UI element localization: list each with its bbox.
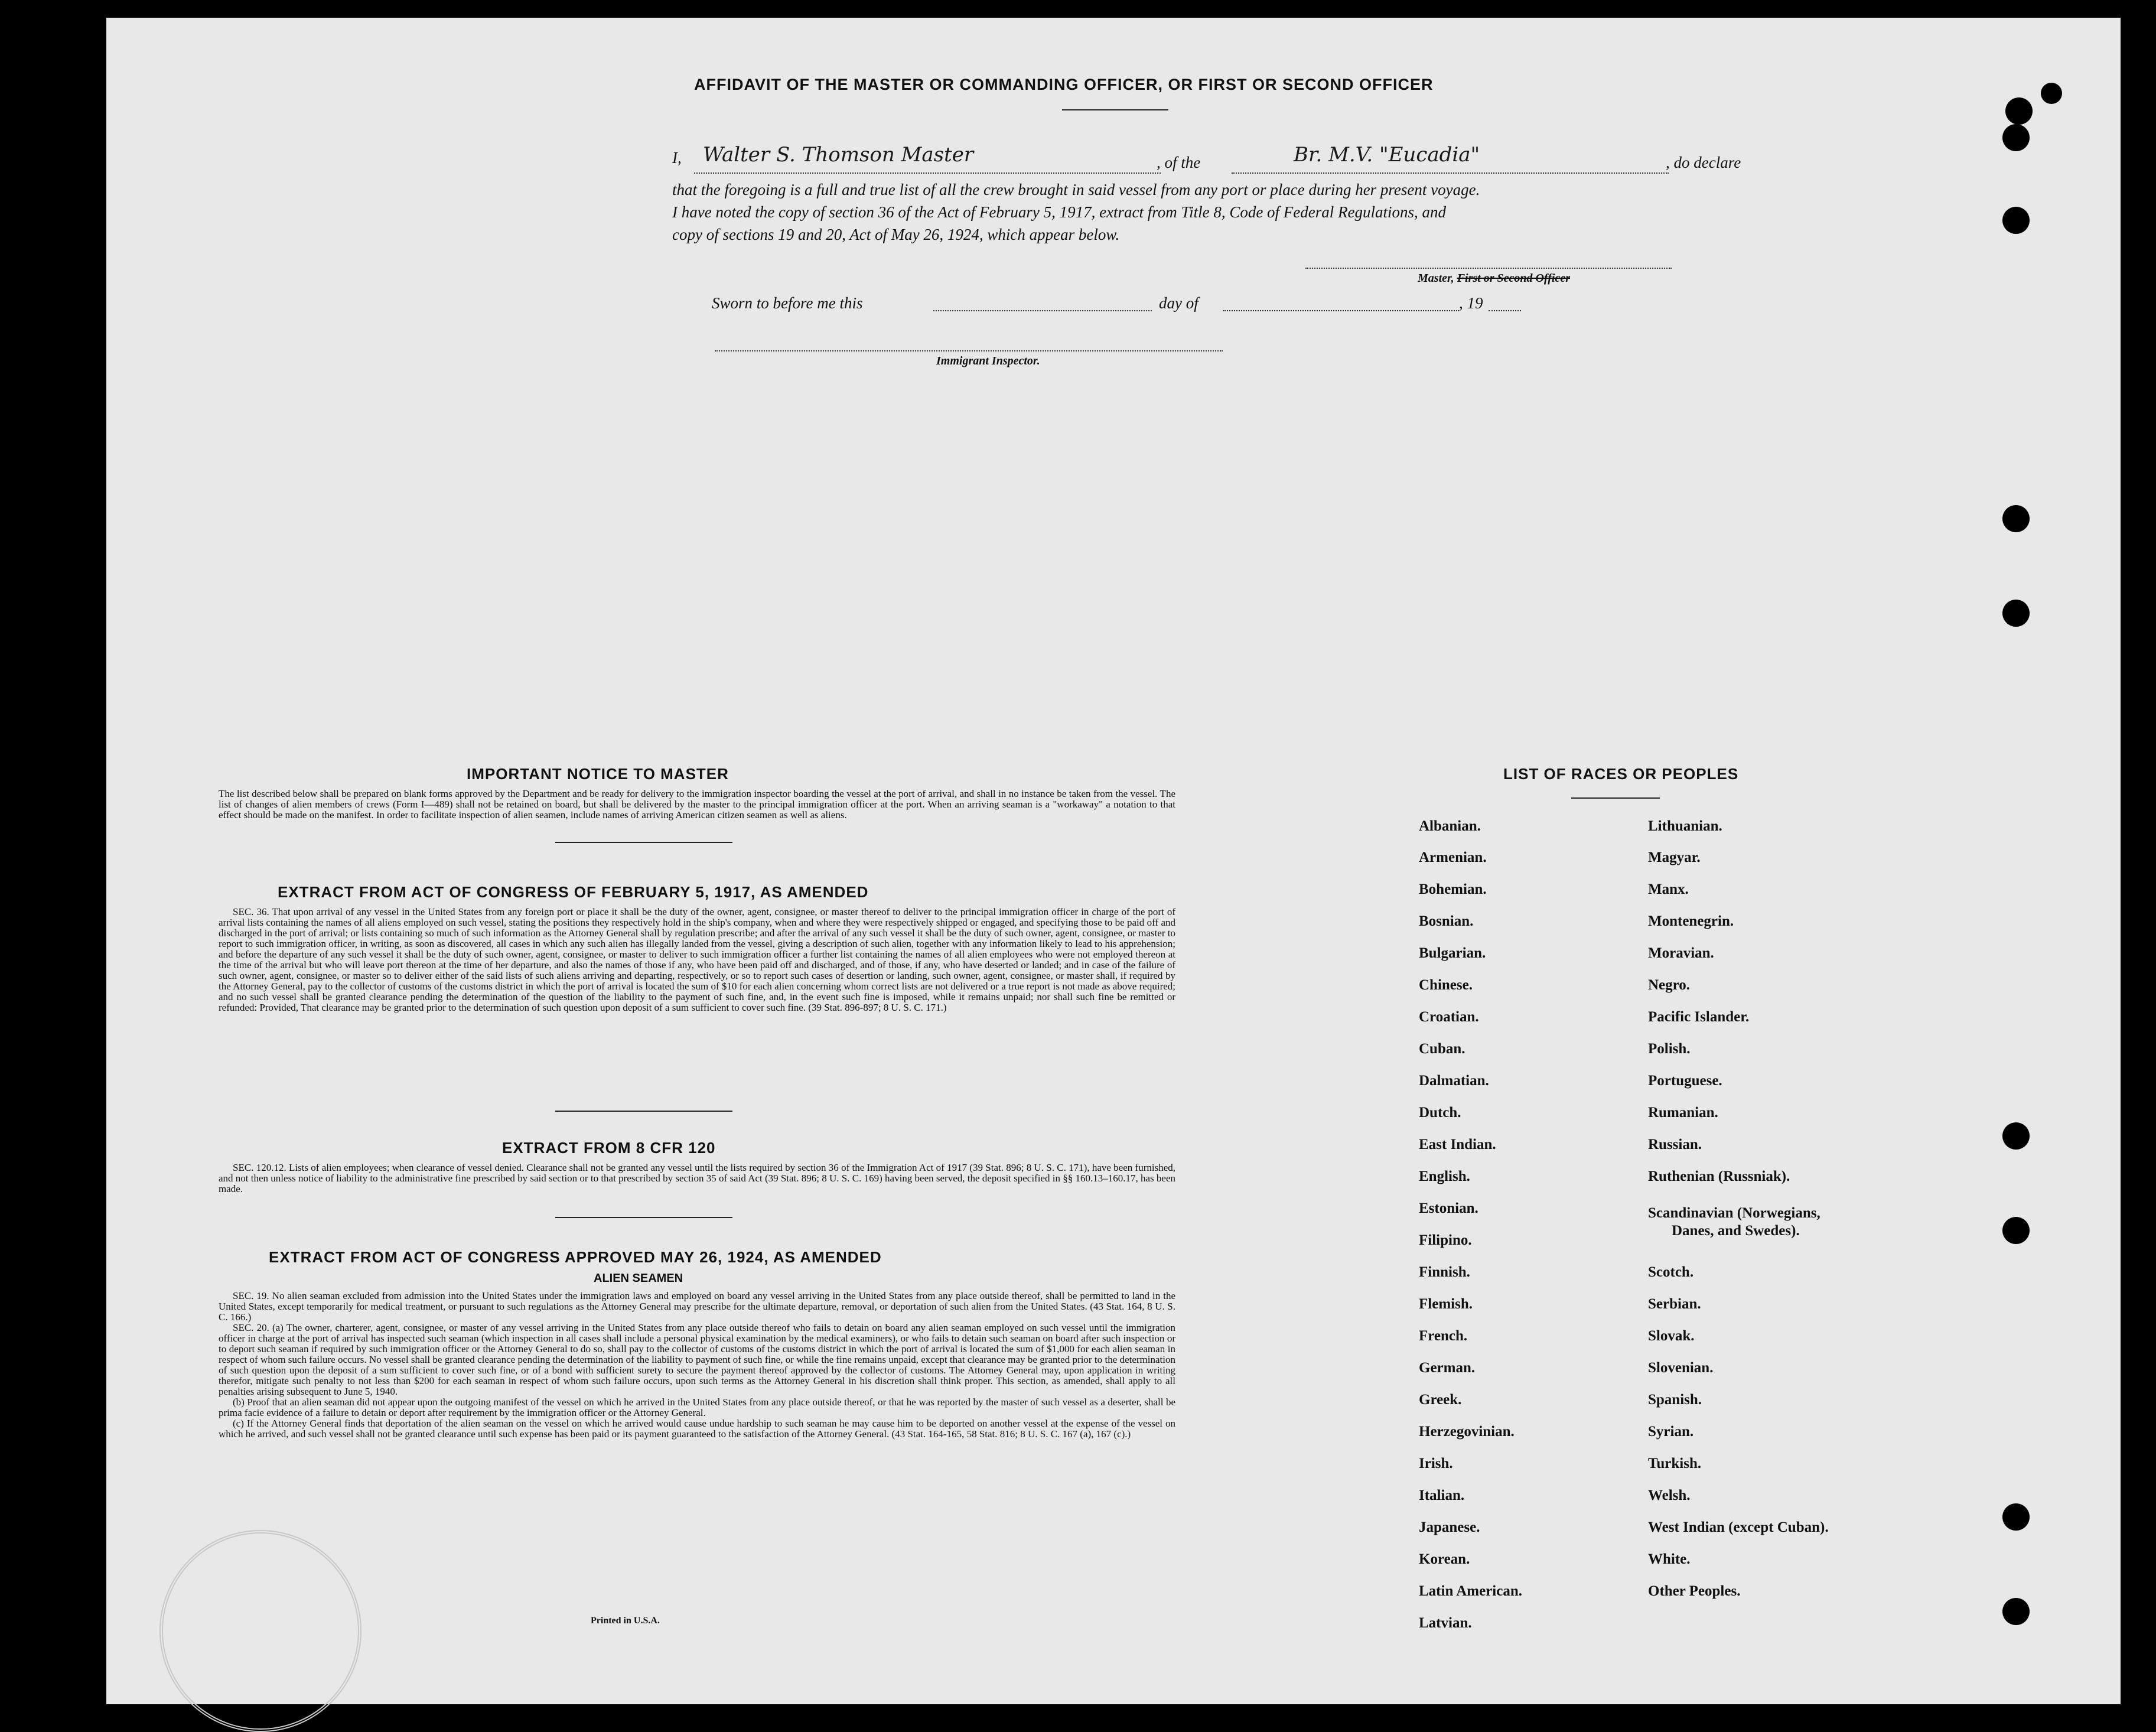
punch-hole [2002,1598,2030,1625]
race-right-item: Manx. [1648,881,1689,897]
race-right-item: White. [1648,1551,1691,1567]
race-right-item: Scandinavian (Norwegians, [1648,1205,1820,1221]
race-right-item: Spanish. [1648,1392,1702,1408]
race-right-item: Rumanian. [1648,1105,1718,1121]
punch-hole [2002,1503,2030,1531]
race-right-item: Welsh. [1648,1487,1691,1503]
race-right-item: Polish. [1648,1041,1691,1057]
race-right-item: Turkish. [1648,1456,1702,1471]
race-right-item: Syrian. [1648,1424,1694,1440]
day-of-label: day of [1159,294,1198,312]
race-left-item: Latin American. [1419,1583,1522,1599]
race-right-item: Other Peoples. [1648,1583,1741,1599]
master-label: Master, [1418,272,1454,285]
race-left-item: French. [1419,1328,1468,1344]
race-left-item: Irish. [1419,1456,1453,1471]
extract-cfr-body: SEC. 120.12. Lists of alien employees; when clearance of vessel denied. Clearance shall not be granted any vessel until the lists required by section 36 of the Immigration Act of 1917 (39 Stat. 896; 8 U. S. C. 171), have been furnished, and not then unless notice of liability to the administrative fine prescribed by said section or to that prescribed by section 35 of said Act (39 Stat. 896; 8 U. S. C. 169) having been served, the deposit specified in §§ 160.13–160.17, has been made. [219,1162,1175,1194]
punch-hole [2002,1217,2030,1244]
race-left-item: Bulgarian. [1419,945,1486,961]
inspector-label: Immigrant Inspector. [936,354,1040,367]
inspector-signature-line [715,350,1223,351]
race-left-item: Flemish. [1419,1296,1473,1312]
race-left-item: Finnish. [1419,1264,1470,1280]
race-left-item: Latvian. [1419,1615,1472,1631]
sec-20c-text: (c) If the Attorney General finds that deportation of the alien seaman on the vessel on which he arrived would cause undue hardship to such seaman he may cause him to be deported on another vessel at the expense of the vessel on which he arrived, and such vessel shall not be granted clearance until such expense has been paid or its payment guaranteed to the satisfaction of the Attorney General. (43 Stat. 164-165, 58 Stat. 816; 8 U. S. C. 167 (a), 167 (c).) [219,1418,1175,1440]
of-the-label: , of the [1157,154,1201,171]
affidavit-line-2: that the foregoing is a full and true list of all the crew brought in said vessel from any port or place during her present voyage. [672,181,1480,198]
sworn-day-line [933,310,1152,311]
punch-hole [2002,505,2030,532]
race-left-item: Herzegovinian. [1419,1424,1515,1440]
race-right-item: Lithuanian. [1648,818,1722,834]
race-left-item: Korean. [1419,1551,1470,1567]
race-left-item: German. [1419,1360,1476,1376]
title-underline [1062,109,1168,110]
race-left-item: Greek. [1419,1392,1462,1408]
affidavit-line-3: I have noted the copy of section 36 of the Act of February 5, 1917, extract from Title 8, Code of Federal Regulations, and [672,203,1447,221]
extract-cfr-divider [555,1217,732,1218]
race-right-item: Moravian. [1648,945,1714,961]
sworn-month-line [1223,310,1459,311]
embossed-seal [159,1530,361,1732]
race-right-item: Scotch. [1648,1264,1694,1280]
affidavit-i: I, [672,149,682,167]
race-left-item: Bohemian. [1419,881,1487,897]
race-right-item: Magyar. [1648,849,1701,865]
do-declare-label: , do declare [1666,154,1741,171]
master-signature-line [1305,268,1672,269]
race-left-item: Japanese. [1419,1519,1480,1535]
sec-20b-text: (b) Proof that an alien seaman did not appear upon the outgoing manifest of the vessel on which he arrived in the United States from any place outside thereof, or that he was reported by the master of such vessel as a deserter, shall be prima facie evidence of a failure to detain or deport after requirement by the immigration officer or the Attorney General. [219,1396,1175,1418]
race-left-item: Dutch. [1419,1105,1461,1121]
extract-1924-title: EXTRACT FROM ACT OF CONGRESS APPROVED MAY 26, 1924, AS AMENDED [269,1248,882,1266]
race-right-item: Montenegrin. [1648,913,1734,929]
race-right-item: Ruthenian (Russniak). [1648,1168,1790,1184]
sworn-year-line [1489,310,1521,311]
race-left-item: Croatian. [1419,1009,1479,1025]
punch-hole [2005,97,2033,125]
race-left-item: Filipino. [1419,1232,1472,1248]
affidavit-line-4: copy of sections 19 and 20, Act of May 26, 1924, which appear below. [672,226,1120,243]
race-right-item: Negro. [1648,977,1691,993]
race-left-item: Cuban. [1419,1041,1465,1057]
race-left-item: Armenian. [1419,849,1487,865]
sworn-label: Sworn to before me this [712,294,863,312]
race-right-item: Portuguese. [1648,1073,1722,1089]
printed-in-usa: Printed in U.S.A. [591,1616,660,1626]
sec-20a-text: SEC. 20. (a) The owner, charterer, agent, consignee, or master of any vessel arriving in the United States from any place outside thereof who fails to detain on board any alien seaman employed on such vessel until the immigration officer in charge at the port of arrival has inspected such seaman (which inspection in all cases shall include a personal physical examination by the medical examiners), or who fails to detain such seaman on board after such inspection or to deport such seaman if required by such immigration officer or the Attorney General to do so, shall pay to the collector of customs of the customs district in which the port of arrival is located the sum of $1,000 for each alien seaman in respect of whom such failure occurs. No vessel shall be granted clearance pending the determination of the liability to payment of such fine, or while the fine remains unpaid, except that clearance may be granted prior to the determination of such question upon the deposit of a sum sufficient to cover such fine, or of a bond with sufficient surety to secure the payment thereof approved by the collector of customs. The Attorney General may, upon application in writing therefor, mitigate such penalty to not less than $200 for each seaman in respect of whom such failure occurs, upon such terms as the Attorney General in his discretion shall think proper. This section, as amended, shall apply to all penalties arising subsequent to June 5, 1940. [219,1322,1175,1397]
race-left-item: Bosnian. [1419,913,1474,929]
race-left-item: Estonian. [1419,1200,1478,1216]
race-right-item: West Indian (except Cuban). [1648,1519,1829,1535]
master-signature-label [1418,272,1570,285]
race-right-item: Danes, and Swedes). [1672,1223,1800,1239]
sec-19-text: SEC. 19. No alien seaman excluded from admission into the United States under the immigration laws and employed on board any vessel arriving in the United States from any place outside thereof, shall be permitted to land in the United States, except temporarily for medical treatment, or pursuant to such regulations as the Attorney General may prescribe for the ultimate departure, removal, or deportation of such alien from the United States. (43 Stat. 164, 8 U. S. C. 166.) [219,1290,1175,1323]
punch-hole [2002,600,2030,627]
extract-1917-body: SEC. 36. That upon arrival of any vessel in the United States from any foreign port or place it shall be the duty of the owner, agent, consignee, or master thereof to deliver to the principal immigration officer in charge of the port of arrival lists containing the names of all aliens employed on such vessel, stating the positions they respectively hold in the ship's company, when and where they were respectively shipped or engaged, and specifying those to be paid off and discharged in the port of arrival; or lists containing so much of such information as the Attorney General shall by regulation prescribe; and after the arrival of any such vessel it shall be the duty of such owner, agent, consignee, or master to report to such immigration officer, in writing, as soon as discovered, all cases in which any such alien has illegally landed from the vessel, giving a description of such alien, together with any information likely to lead to his apprehension; and before the departure of any such vessel it shall be the duty of such owner, agent, consignee, or master to deliver to such immigration officer a further list containing the names of all alien employees who were not employed thereon at the time of the arrival but who will leave port thereon at the time of her departure, and also the names of those if any, who have been paid off and discharged, and of those, if any, who have deserted or landed; and in case of the failure of such owner, agent, consignee, or master so to deliver either of the said lists of such aliens arriving and departing, respectively, or so to report such cases of desertion or landing, such owner, agent, consignee, or master shall, if required by the Attorney General, pay to the collector of customs of the customs district in which the port of arrival is located the sum of $10 for each alien concerning whom correct lists are not delivered or a true report is not made as above required; and no such vessel shall be granted clearance pending the determination of the question of the liability to the payment of such fine, and, in the event such fine is imposed, while it remains unpaid; nor shall such fine be remitted or refunded: Provided, That clearance may be granted prior to the determination of such question upon deposit of a sum sufficient to cover such fine. (39 Stat. 896-897; 8 U. S. C. 171.) [219,906,1175,1013]
year-label: , 19 [1459,294,1483,312]
race-left-item: Albanian. [1419,818,1481,834]
vessel-name-handwriting: Br. M.V. "Eucadia" [1294,143,1480,167]
alien-seamen-subtitle: ALIEN SEAMEN [594,1272,683,1285]
extract-1917-divider [555,1111,732,1112]
punch-hole [2041,83,2062,104]
races-title-underline [1571,797,1660,799]
vessel-fill-line [1232,172,1669,174]
race-left-item: Dalmatian. [1419,1073,1489,1089]
races-title: LIST OF RACES OR PEOPLES [1503,765,1739,783]
race-left-item: Italian. [1419,1487,1465,1503]
punch-hole [2002,207,2030,234]
notice-body: The list described below shall be prepared on blank forms approved by the Department and be ready for delivery to the immigration inspector boarding the vessel at the port of arrival, and shall in no instance be taken from the vessel. The list of changes of alien members of crews (Form I—489) shall not be retained on board, but shall be delivered by the master to the principal immigration officer at the port. When an arriving seaman is a "workaway" a notation to that effect should be made on the manifest. In order to facilitate inspection of alien seamen, include names of arriving American citizen seamen as well as aliens. [219,788,1175,821]
race-left-item: Chinese. [1419,977,1473,993]
name-fill-line [694,172,1161,174]
race-left-item: English. [1419,1168,1470,1184]
race-right-item: Slovenian. [1648,1360,1714,1376]
extract-1924-body [219,1291,1175,1440]
punch-hole [2002,1122,2030,1150]
affidavit-title: AFFIDAVIT OF THE MASTER OR COMMANDING OFFICER, OR FIRST OR SECOND OFFICER [694,76,1434,93]
race-left-item: East Indian. [1419,1137,1496,1153]
extract-cfr-title: EXTRACT FROM 8 CFR 120 [502,1139,716,1157]
struck-officer-label: First or Second Officer [1457,272,1570,285]
race-right-item: Russian. [1648,1137,1702,1153]
document-page [106,18,2121,1704]
notice-title: IMPORTANT NOTICE TO MASTER [467,765,729,783]
master-name-handwriting: Walter S. Thomson Master [703,143,974,167]
race-right-item: Pacific Islander. [1648,1009,1750,1025]
notice-divider [555,842,732,843]
punch-hole [2002,124,2030,151]
race-right-item: Slovak. [1648,1328,1695,1344]
race-right-item: Serbian. [1648,1296,1701,1312]
extract-1917-title: EXTRACT FROM ACT OF CONGRESS OF FEBRUARY 5, 1917, AS AMENDED [278,883,869,901]
